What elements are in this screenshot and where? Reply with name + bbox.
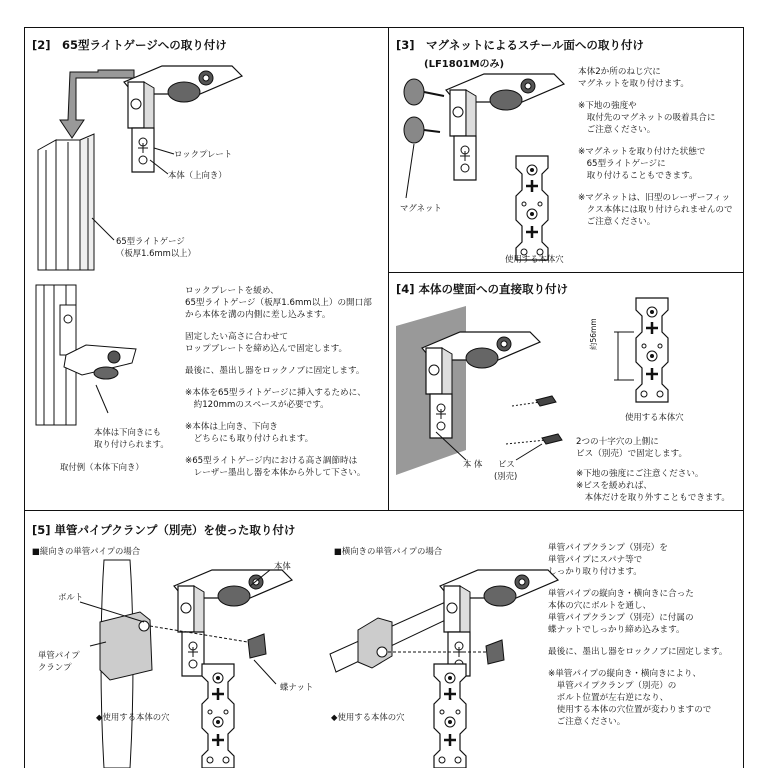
label-wall-body: 本 体: [463, 459, 483, 469]
section-4-holes-caption: 使用する本体穴: [625, 412, 684, 422]
wall-mount-illustration: [396, 300, 586, 485]
holes-caption-left: ◆使用する本体の穴: [96, 712, 170, 722]
label-body-up: 本体（上向き）: [168, 170, 227, 180]
label-wingnut: 蝶ナット: [280, 682, 314, 692]
label-bolt: ボルト: [58, 592, 84, 602]
magnet-illustration: [396, 66, 576, 256]
section-2-text: ロックプレートを緩め、 65型ライトゲージ（板厚1.6mm以上）の開口部 から本体を溝の内側に差し込みます。 固定したい高さに合わせて ロップブレートを締め込んで固定します。 最後に、墨出し器をロックノブに固定します。 ※本体を65型ライトゲージに挿入するために、 約120mmのスペースが必要です。 ※本体は上向き、下向き どちらにも取り付けられます。 ※65型ライトゲージ内における高さ調節時は レーザー墨出し器を本体から外して下さい。: [185, 286, 372, 478]
label-lockplate: ロックプレート: [174, 149, 233, 159]
section-3-title: [3] マグネットによるスチール面への取り付け: [396, 38, 644, 52]
horizontal-pipe-illustration: [330, 560, 530, 768]
vertical-pipe-illustration: [60, 560, 300, 768]
label-clamp-2: クランプ: [38, 662, 72, 672]
section-5-text: 単管パイプクランプ（別売）を 単管パイプにスパナ等で しっかり取り付けます。 単管パイプの縦向き・横向きに合った 本体の穴にボルトを通し、 単管パイプクランプ（別売）に付属の 蝶ナットでしっかり締め込みます。 最後に、墨出し器をロックノブに固定します。 ※単管パイプの縦向き・横向きにより、 単管パイプクランプ（別売）の ボルト位置が左右逆になり、 使用する本体の穴位置が変わりますので ご注意ください。: [548, 543, 728, 727]
label-gauge-2: （板厚1.6mm以上）: [116, 248, 196, 258]
vertical-pipe-caption: ■縦向きの単管パイプの場合: [32, 546, 141, 556]
section-4-title: [4] 本体の壁面への直接取り付け: [396, 282, 569, 296]
section-2-title: [2] 65型ライトゲージへの取り付け: [32, 38, 227, 52]
section-3-holes-caption: 使用する本体穴: [505, 254, 564, 264]
wall-plate-illustration: [606, 298, 696, 408]
horizontal-pipe-caption: ■横向きの単管パイプの場合: [334, 546, 443, 556]
dimension-label: 約56mm: [589, 318, 598, 350]
section-5-title: [5] 単管パイプクランプ（別売）を使った取り付け: [32, 523, 296, 537]
label-down-2: 取り付けられます。: [94, 439, 169, 449]
label-down-1: 本体は下向きにも: [94, 427, 161, 437]
label-screw-2: (別売): [494, 471, 518, 481]
section-3-subtitle: (LF1801Mのみ): [424, 59, 505, 70]
down-mount-illustration: [36, 285, 166, 425]
section-3-text: 本体2か所のねじ穴に マグネットを取り付けます。 ※下地の強度や 取付先のマグネットの吸着具合に ご注意ください。 ※マグネットを取り付けた状態で 65型ライトゲージに 取り付けることもできます。 ※マグネットは、旧型のレーザーフィッ クス本体には取り付けられませんので ご注意ください。: [578, 67, 733, 227]
down-mount-caption: 取付例（本体下向き）: [60, 462, 144, 472]
label-screw-1: ビス: [498, 459, 515, 469]
label-magnet: マグネット: [400, 203, 442, 213]
label-vertical-body: 本体: [274, 561, 291, 571]
label-gauge-1: 65型ライトゲージ: [116, 236, 185, 246]
holes-caption-right: ◆使用する本体の穴: [331, 712, 405, 722]
section-4-text: 2つの十字穴の上側に ビス（別売）で固定します。 ※下地の強度にご注意ください。 ※ビスを緩めれば、 本体だけを取り外すこともできます。: [576, 437, 731, 503]
label-clamp-1: 単管パイプ: [38, 650, 80, 660]
